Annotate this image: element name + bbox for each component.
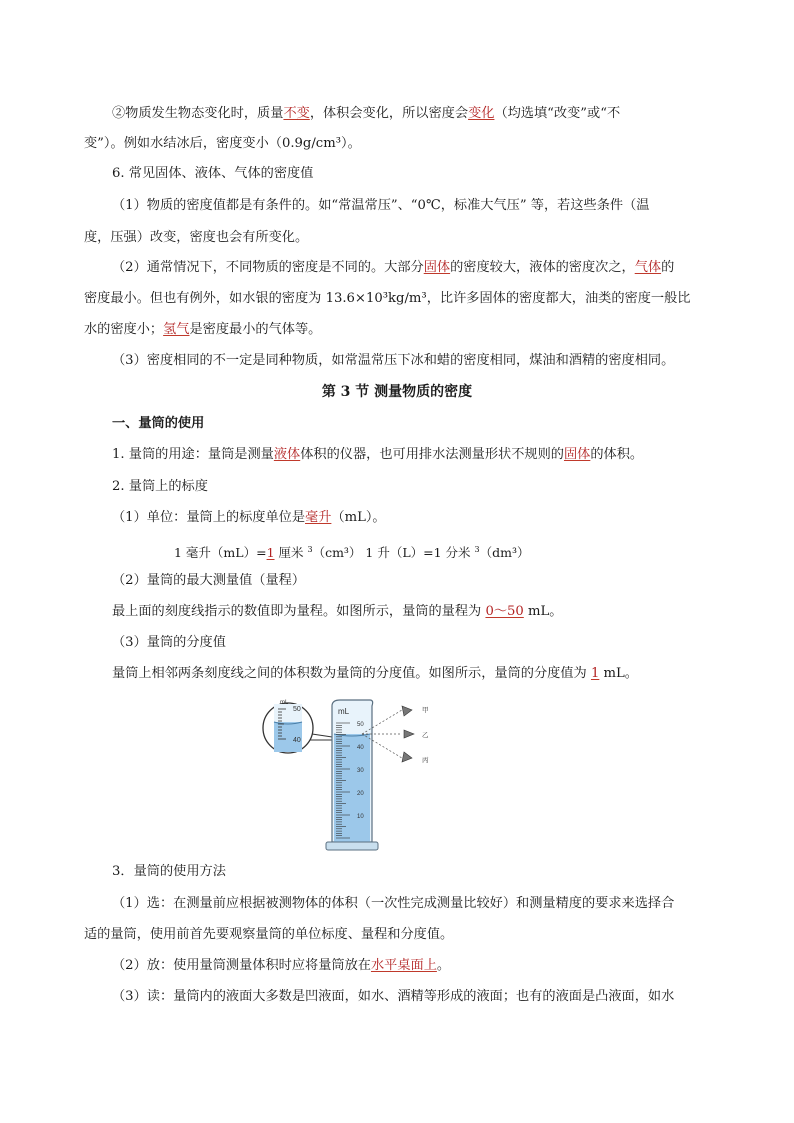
text: 1 毫升（mL）= xyxy=(174,545,267,560)
cylinder xyxy=(326,700,378,850)
text: （均选填“改变”或“不 xyxy=(494,106,621,121)
subheading: 一、量筒的使用 xyxy=(112,416,205,431)
text: 的体积。 xyxy=(590,447,644,462)
text-line: （3）量筒的分度值 xyxy=(112,635,226,650)
text: （dm³） xyxy=(479,545,530,560)
zoom-circle xyxy=(263,700,339,753)
answer-blank: 不变 xyxy=(283,106,310,121)
text-line: 密度最小。但也有例外，如水银的密度为 13.6×10³kg/m³，比许多固体的密度都大，油类的密度一般比 xyxy=(84,291,691,306)
text: 1. 量筒的用途：量筒是测量 xyxy=(112,447,274,462)
answer-blank: 固体 xyxy=(563,447,591,462)
heading-6: 6. 常见固体、液体、气体的密度值 xyxy=(112,166,314,181)
text: 。 xyxy=(436,958,451,973)
text-line: 3．量筒的使用方法 xyxy=(112,864,226,879)
answer-blank: 气体 xyxy=(634,260,662,275)
answer-blank: 固体 xyxy=(423,260,451,275)
text-line xyxy=(112,258,674,278)
text: 水的密度小； xyxy=(84,322,164,337)
text: 是密度最小的气体等。 xyxy=(189,322,322,337)
zoom-tick-label: 50 xyxy=(293,706,301,713)
tick-label: 30 xyxy=(357,768,364,774)
tick-label: 20 xyxy=(357,791,364,797)
text: （mL）。 xyxy=(331,510,386,525)
answer-blank: 毫升 xyxy=(305,510,332,525)
text-line: 2. 量筒上的标度 xyxy=(112,479,208,494)
text-line: （2）量筒的最大测量值（量程） xyxy=(112,573,306,588)
text: 的 xyxy=(661,260,675,275)
text: mL。 xyxy=(523,604,563,619)
answer-blank: 1 xyxy=(266,545,275,560)
text-line xyxy=(112,956,450,976)
text: （2）通常情况下，不同物质的密度是不同的。大部分 xyxy=(112,260,424,275)
eye-icon xyxy=(402,706,414,762)
text-line xyxy=(112,508,386,528)
text: 最上面的刻度线指示的数值即为量程。如图所示，量筒的量程为 xyxy=(112,604,486,619)
cylinder-unit-label: mL xyxy=(338,707,350,716)
text: （1）单位：量筒上的标度单位是 xyxy=(112,510,306,525)
section-title: 第 3 节 测量物质的密度 xyxy=(321,384,473,400)
answer-blank: 0～50 xyxy=(485,604,524,619)
text: ②物质发生物态变化时，质量 xyxy=(112,106,284,121)
text: （2）放：使用量筒测量体积时应将量筒放在 xyxy=(112,958,371,973)
superscript: 3 xyxy=(474,545,480,554)
text: （cm³） 1 升（L）=1 分米 xyxy=(312,545,475,560)
eye-label-jia: 甲 xyxy=(422,706,429,714)
text: 的密度较大，液体的密度次之， xyxy=(450,260,635,275)
answer-blank: 氢气 xyxy=(163,322,190,337)
answer-blank: 1 xyxy=(590,666,600,681)
liquid xyxy=(334,734,370,842)
text: 量筒上相邻两条刻度线之间的体积数为量筒的分度值。如图所示，量筒的分度值为 xyxy=(112,666,591,681)
text-line xyxy=(84,320,321,340)
text: mL。 xyxy=(599,666,638,681)
eye-label-bing: 丙 xyxy=(422,756,429,764)
text-line: （1）选：在测量前应根据被测物体的体积（一次性完成测量比较好）和测量精度的要求来选择合 xyxy=(112,896,675,911)
answer-blank: 液体 xyxy=(273,447,301,462)
unit-conversion-line xyxy=(174,540,529,563)
text: ，体积会变化，所以密度会 xyxy=(309,106,469,121)
text-line: （3）读：量筒内的液面大多数是凹液面，如水、酒精等形成的液面；也有的液面是凸液面，如水 xyxy=(112,989,675,1004)
text: 体积的仪器，也可用排水法测量形状不规则的 xyxy=(300,447,564,462)
tick-label: 40 xyxy=(357,745,364,751)
text-line xyxy=(112,445,643,465)
text-line: （3）密度相同的不一定是同种物质，如常温常压下冰和蜡的密度相同，煤油和酒精的密度相同。 xyxy=(112,353,675,368)
text: 厘米 xyxy=(274,545,308,560)
text-line: （1）物质的密度值都是有条件的。如“常温常压”、“0℃，标准大气压” 等，若这些条件（温 xyxy=(112,198,650,213)
text-line xyxy=(112,602,562,622)
text-line: 变”）。例如水结冰后，密度变小（0.9g/cm³）。 xyxy=(84,136,361,151)
tick-label: 10 xyxy=(357,814,364,820)
graduated-cylinder-figure xyxy=(262,692,462,852)
superscript: 3 xyxy=(307,545,313,554)
answer-blank: 水平桌面上 xyxy=(370,958,437,973)
text-line xyxy=(112,664,638,684)
zoom-tick-label: 40 xyxy=(293,737,301,744)
tick-label: 50 xyxy=(357,722,364,728)
eye-label-yi: 乙 xyxy=(422,731,429,739)
text-line: 适的量筒，使用前首先要观察量筒的单位标度、量程和分度值。 xyxy=(84,927,454,942)
text-line: 度，压强）改变，密度也会有所变化。 xyxy=(84,230,309,245)
zoom-unit-label: mL xyxy=(280,700,289,706)
answer-blank: 变化 xyxy=(468,106,495,121)
